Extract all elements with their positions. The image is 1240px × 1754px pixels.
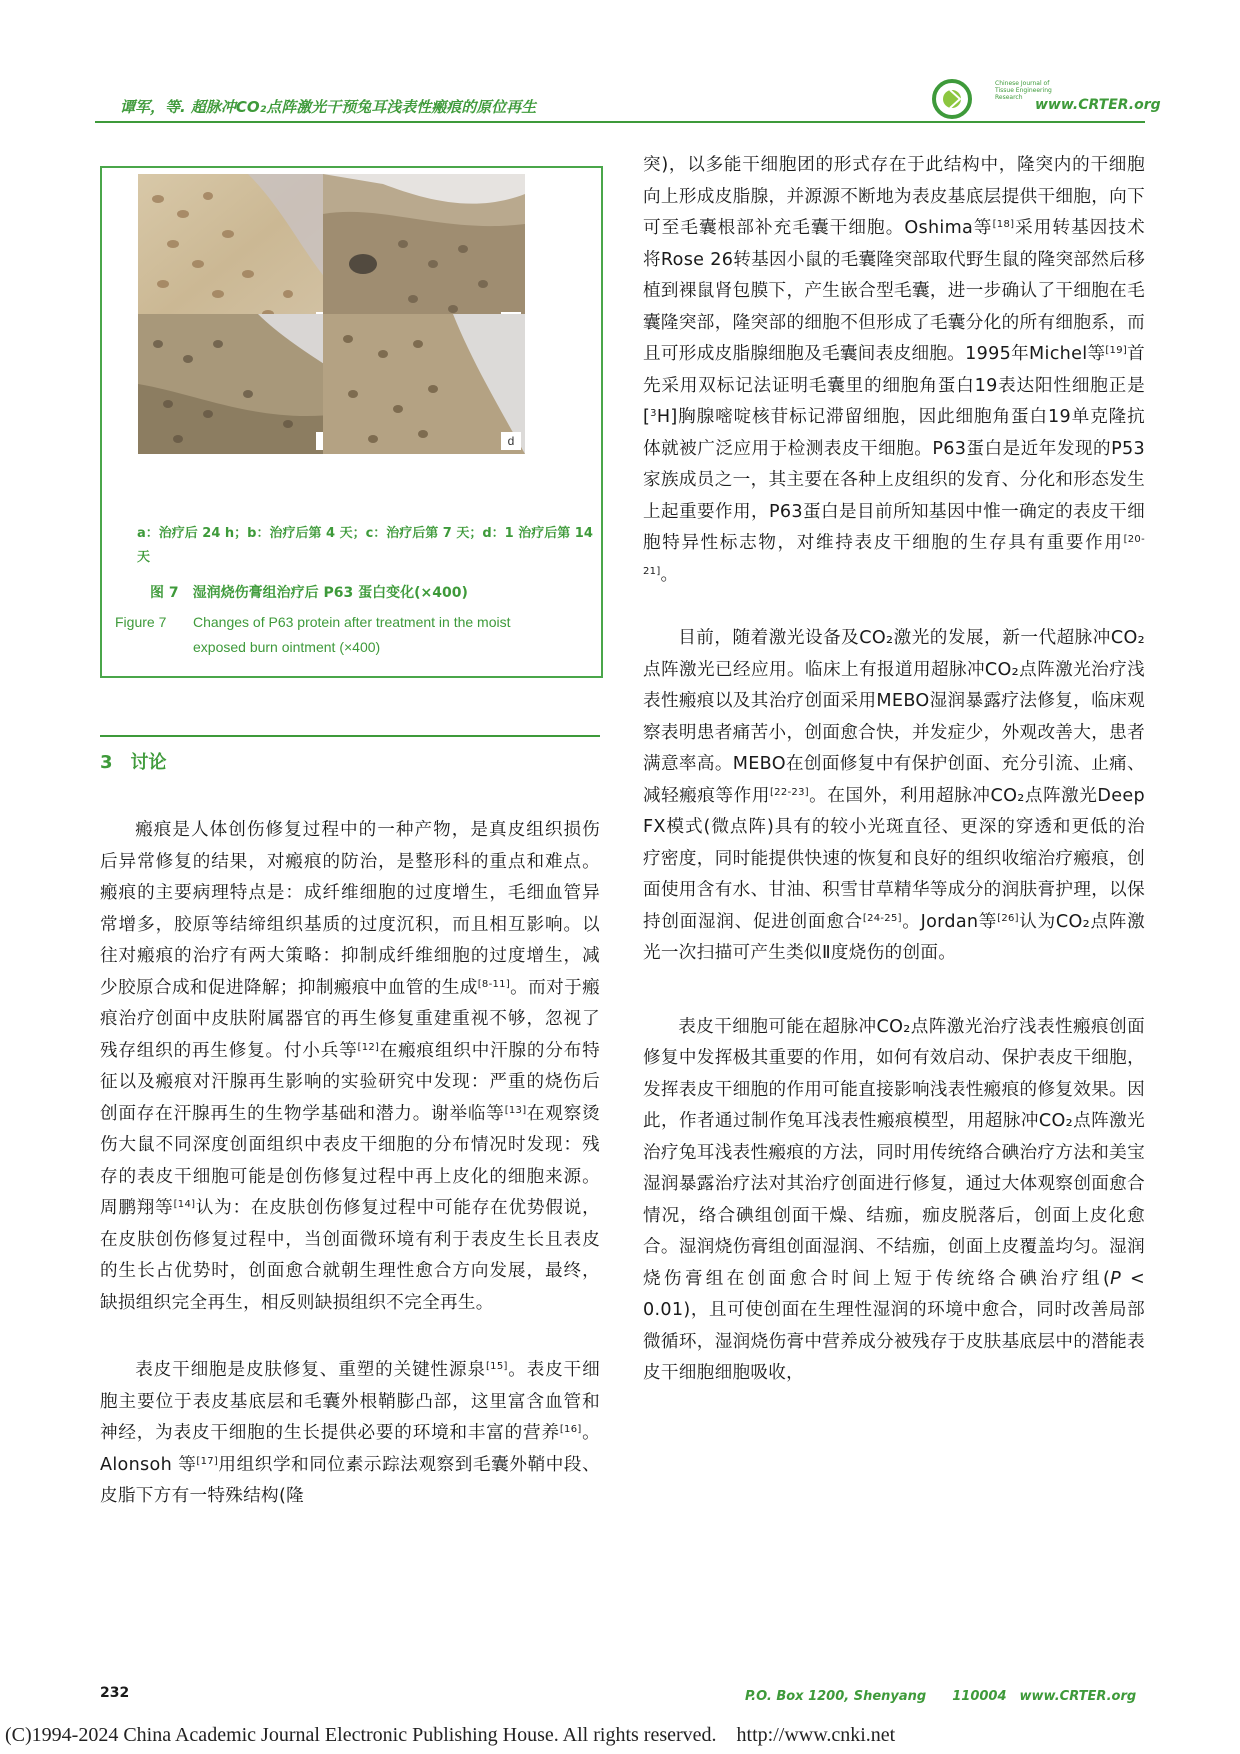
figure-panel-c xyxy=(138,314,340,454)
citation: [8-11] xyxy=(477,978,511,990)
citation: [22-23] xyxy=(769,786,809,798)
copyright-line: (C)1994-2024 China Academic Journal Electronic Publishing House. All rights reserved. http://www.cnki.net xyxy=(5,1724,896,1746)
page-header xyxy=(0,0,1240,120)
left-column xyxy=(100,815,600,1513)
footer-address: P.O. Box 1200, Shenyang 110004 www.CRTER.org xyxy=(745,1689,1137,1704)
citation: [12] xyxy=(357,1041,380,1053)
section-heading: 3 讨论 xyxy=(100,752,167,773)
paragraph: 目前，随着激光设备及CO₂激光的发展，新一代超脉冲CO₂点阵激光已经应用。临床上有报道用超脉冲CO₂点阵激光治疗浅表性瘢痕以及其治疗创面采用MEBO湿润暴露疗法修复，临床观察表明患者痛苦小，创面愈合快，并发症少，外观改善大，患者满意率高。MEBO在创面修复中有保护创面、充分引流、止痛、减轻瘢痕等作用[22-23]。在国外，利用超脉冲CO₂点阵激光Deep FX模式(微点阵)具有的较小光斑直径、更深的穿透和更低的治疗密度，同时能提供快速的恢复和良好的组织收缩治疗瘢痕，创面使用含有水、甘油、积雪甘草精华等成分的润肤膏护理，以保持创面湿润、促进创面愈合[24-25]。Jordan等[26]认为CO₂点阵激光一次扫描可产生类似Ⅱ度烧伤的创面。 xyxy=(643,628,1145,963)
micrograph-a-image xyxy=(138,174,340,334)
figure-panel-b xyxy=(323,174,525,334)
caption-en-line1: Changes of P63 protein after treatment in the moist xyxy=(193,614,511,630)
citation: [26] xyxy=(997,912,1019,924)
citation: [13] xyxy=(504,1104,527,1116)
citation: [15] xyxy=(485,1361,508,1372)
section-rule xyxy=(100,735,600,737)
micrograph-b-image xyxy=(323,174,525,334)
figure-label-en: Figure 7 xyxy=(115,614,167,630)
citation: [19] xyxy=(1105,345,1128,356)
running-title: 谭军，等. 超脉冲CO₂点阵激光干预兔耳浅表性瘢痕的原位再生 xyxy=(120,98,537,116)
figure-caption-en xyxy=(115,610,595,660)
citation: [24-25] xyxy=(862,912,902,924)
paragraph: 突)，以多能干细胞团的形式存在于此结构中，隆突内的干细胞向上形成皮脂腺，并源源不断地为表皮基底层提供干细胞，向下可至毛囊根部补充毛囊干细胞。Oshima等[18]采用转基因技术将Rose 26转基因小鼠的毛囊隆突部取代野生鼠的隆突部然后移植到裸鼠肾包膜下，产生嵌合型毛囊，进一步确认了干细胞在毛囊隆突部，隆突部的细胞不但形成了毛囊分化的所有细胞系，而且可形成皮脂腺细胞及毛囊间表皮细胞。1995年Michel等[19]首先采用双标记法证明毛囊里的细胞角蛋白19表达阳性细胞正是[$^3$H]胸腺嘧啶核苷标记滞留细胞，因此细胞角蛋白19单克隆抗体就被广泛应用于检测表皮干细胞。P63蛋白是近年发现的P53家族成员之一，其主要在各种上皮组织的发育、分化和形态发生上起重要作用，P63蛋白是目前所知基因中惟一确定的表皮干细胞特异性标志物，对维持表皮干细胞的生存具有重要作用[20-21]。 xyxy=(643,155,1145,585)
figure-subcaption: a：治疗后 24 h；b：治疗后第 4 天；c：治疗后第 7 天；d：1 治疗后第 14 天 xyxy=(137,526,593,565)
logo-subtitle: Chinese Journal of Tissue Engineering Research xyxy=(995,80,1052,101)
citation: [16] xyxy=(559,1424,582,1435)
page-number: 232 xyxy=(100,1685,130,1701)
header-rule xyxy=(95,121,1145,123)
figure-panel-a xyxy=(138,174,340,334)
isotope-superscript: 3 xyxy=(650,408,657,419)
citation: [17] xyxy=(196,1455,219,1467)
citation: [20-21] xyxy=(643,534,1145,577)
micrograph-d-image xyxy=(323,314,525,454)
figure-caption-cn: 图 7 湿润烧伤膏组治疗后 P63 蛋白变化(×400) xyxy=(150,585,468,601)
paragraph: 表皮干细胞是皮肤修复、重塑的关键性源泉[15]。表皮干细胞主要位于表皮基底层和毛囊外根鞘膨凸部，这里富含血管和神经，为表皮干细胞的生长提供必要的环境和丰富的营养[16]。Alonsoh 等[17]用组织学和同位素示踪法观察到毛囊外鞘中段、皮脂下方有一特殊结构(隆 xyxy=(100,1360,600,1506)
header-url: www.CRTER.org xyxy=(1035,97,1161,113)
right-column xyxy=(643,150,1145,1390)
figure-panel-d xyxy=(323,314,525,454)
caption-en-line2: exposed burn ointment (×400) xyxy=(193,639,381,655)
paragraph: 表皮干细胞可能在超脉冲CO₂点阵激光治疗浅表性瘢痕创面修复中发挥极其重要的作用，如何有效启动、保护表皮干细胞，发挥表皮干细胞的作用可能直接影响浅表性瘢痕的修复效果。因此，作者通过制作兔耳浅表性瘢痕模型，用超脉冲CO₂点阵激光治疗兔耳浅表性瘢痕的方法，同时用传统络合碘治疗方法和美宝湿润暴露治疗法对其治疗创面进行修复，通过大体观察创面愈合情况，络合碘组创面干燥、结痂，痂皮脱落后，创面上皮化愈合。湿润烧伤膏组创面湿润、不结痂，创面上皮覆盖均匀。湿润烧伤膏组在创面愈合时间上短于传统络合碘治疗组(P < 0.01)，且可使创面在生理性湿润的环境中愈合，同时改善局部微循环，湿润烧伤膏中营养成分被残存于皮肤基底层中的潜能表皮干细胞细胞吸收， xyxy=(643,1016,1145,1383)
citation: [14] xyxy=(173,1199,196,1210)
citation: [18] xyxy=(992,219,1015,230)
panel-label-d: d xyxy=(501,432,521,450)
micrograph-c-image xyxy=(138,314,340,454)
paragraph: 瘢痕是人体创伤修复过程中的一种产物，是真皮组织损伤后异常修复的结果，对瘢痕的防治，是整形科的重点和难点。瘢痕的主要病理特点是：成纤维细胞的过度增生，毛细血管异常增多，胶原等结缔组织基质的过度沉积，而且相互影响。以往对瘢痕的治疗有两大策略：抑制成纤维细胞的过度增生，减少胶原合成和促进降解；抑制瘢痕中血管的生成[8-11]。而对于瘢痕治疗创面中皮肤附属器官的再生修复重建重视不够，忽视了残存组织的再生修复。付小兵等[12]在瘢痕组织中汗腺的分布特征以及瘢痕对汗腺再生影响的实验研究中发现：严重的烧伤后创面存在汗腺再生的生物学基础和潜力。谢举临等[13]在观察烫伤大鼠不同深度创面组织中表皮干细胞的分布情况时发现：残存的表皮干细胞可能是创伤修复过程中再上皮化的细胞来源。周鹏翔等[14]认为：在皮肤创伤修复过程中可能存在优势假说，在皮肤创伤修复过程中，当创面微环境有利于表皮生长且表皮的生长占优势时，创面愈合就朝生理性愈合方向发展，最终，缺损组织完全再生，相反则缺损组织不完全再生。 xyxy=(100,820,600,1313)
